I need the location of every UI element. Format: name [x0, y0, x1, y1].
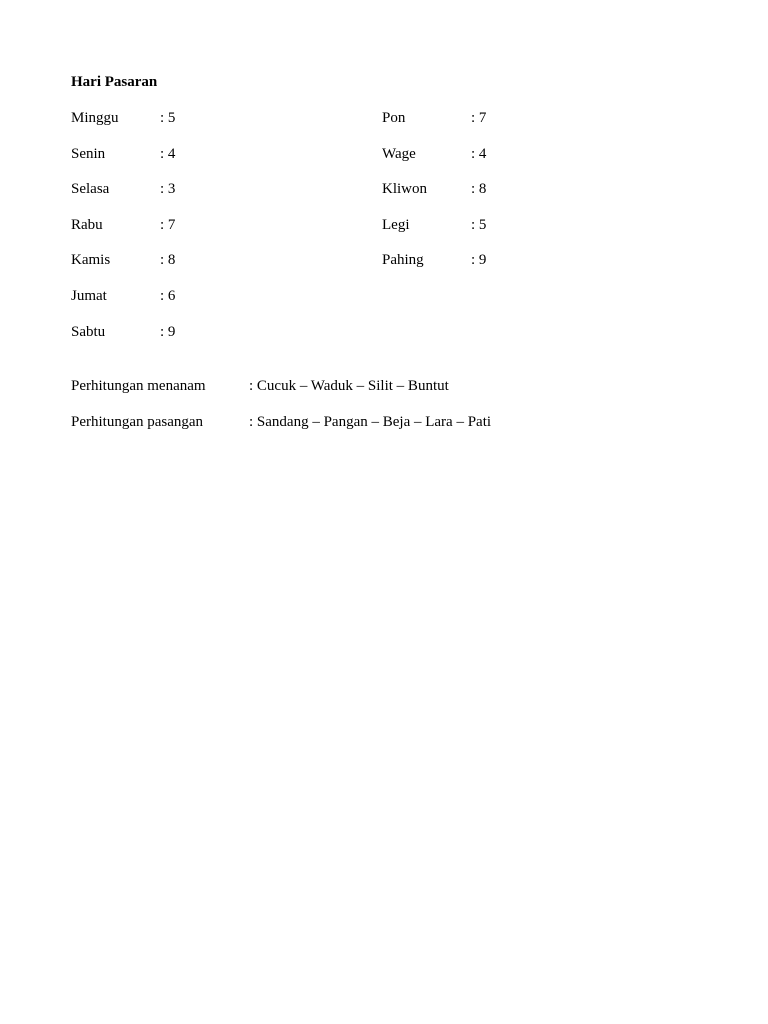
day-name: Senin	[71, 145, 106, 162]
day-name: Jumat	[71, 287, 107, 304]
day-value: : 4	[160, 145, 176, 162]
day-value: : 6	[160, 287, 176, 304]
pasaran-name: Pon	[382, 110, 406, 126]
pasaran-value: : 4	[471, 145, 487, 162]
day-name: Selasa	[71, 181, 110, 198]
day-value: : 3	[160, 181, 176, 198]
day-name: Minggu	[71, 110, 119, 126]
day-value: : 9	[160, 323, 176, 340]
day-name: Kamis	[71, 252, 111, 269]
calculation-sequence: : Sandang – Pangan – Beja – Lara – Pati	[249, 413, 492, 430]
calculation-sequence: : Cucuk – Waduk – Silit – Buntut	[249, 378, 449, 394]
document-title: Hari Pasaran	[71, 74, 158, 90]
day-value: : 7	[160, 216, 176, 233]
calculation-label: Perhitungan pasangan	[71, 413, 204, 430]
pasaran-name: Legi	[382, 216, 410, 233]
pasaran-value: : 7	[471, 110, 487, 126]
pasaran-value: : 8	[471, 181, 487, 198]
day-name: Sabtu	[71, 323, 106, 340]
day-name: Rabu	[71, 216, 103, 233]
day-value: : 5	[160, 110, 176, 126]
pasaran-value: : 5	[471, 216, 487, 233]
pasaran-name: Pahing	[382, 252, 424, 269]
pasaran-value: : 9	[471, 252, 487, 269]
calculation-label: Perhitungan menanam	[71, 378, 206, 394]
pasaran-name: Kliwon	[382, 181, 427, 198]
day-value: : 8	[160, 252, 176, 269]
pasaran-name: Wage	[382, 145, 416, 162]
